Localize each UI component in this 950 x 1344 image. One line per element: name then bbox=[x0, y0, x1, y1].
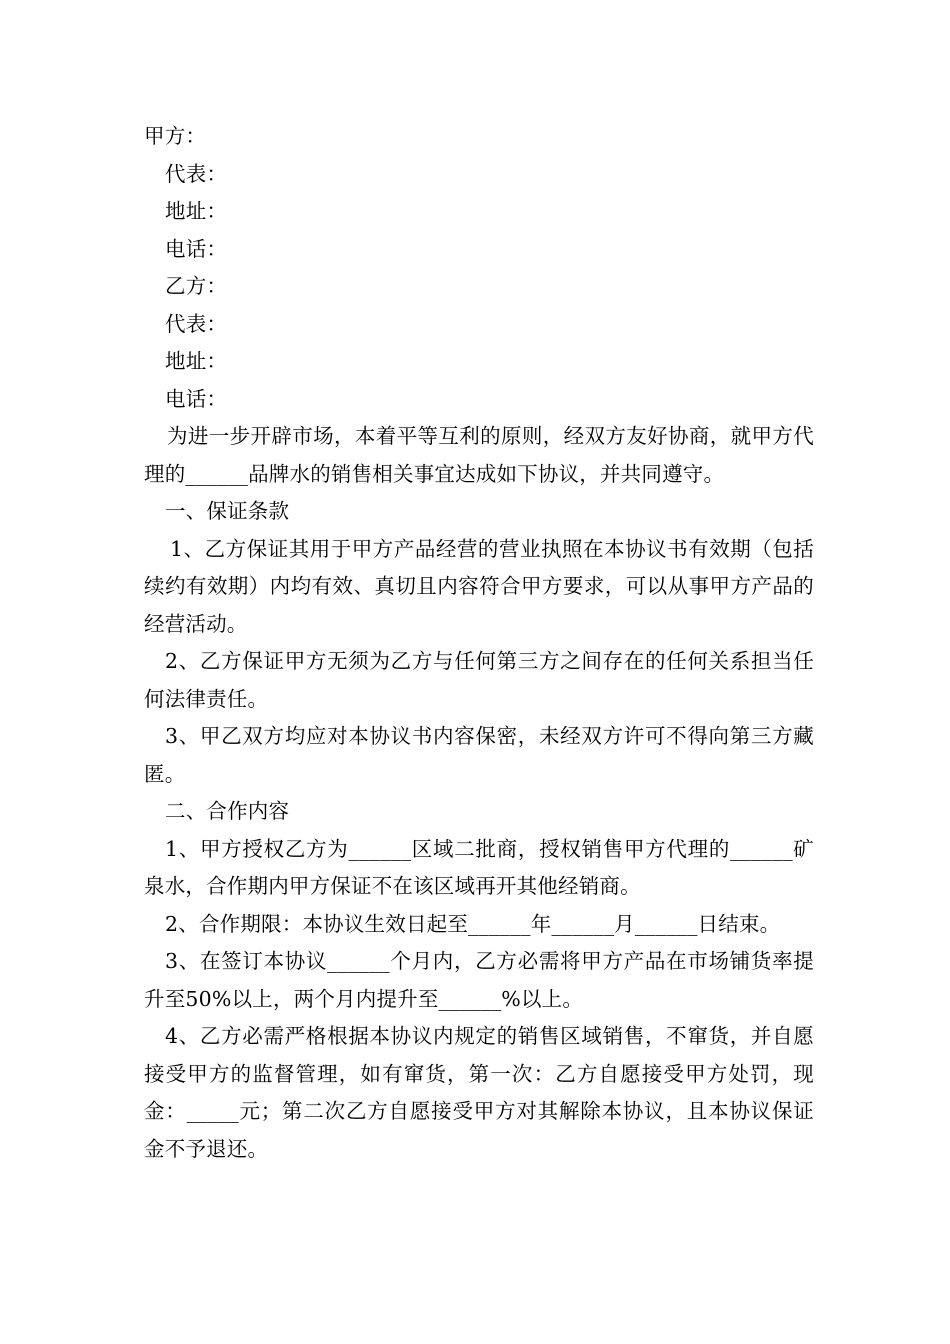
section-heading-guarantee: 一、保证条款 bbox=[165, 499, 290, 523]
party-b-representative: 代表： bbox=[165, 311, 228, 336]
party-a-representative: 代表： bbox=[165, 161, 228, 186]
guarantee-clause-3: 3、甲乙双方均应对本协议书内容保密，未经双方许可不得向第三方藏匿。 bbox=[144, 724, 814, 786]
party-b-address: 地址： bbox=[165, 349, 228, 373]
agreement-body bbox=[144, 118, 814, 1168]
guarantee-clause-1: 1、乙方保证其用于甲方产品经营的营业执照在本协议书有效期（包括续约有效期）内均有效、真切且内容符合甲方要求，可以从事甲方产品的经营活动。 bbox=[144, 536, 814, 636]
cooperation-clause-3: 3、在签订本协议______个月内，乙方必需将甲方产品在市场铺货率提升至50%以上，两个月内提升至______%以上。 bbox=[144, 949, 814, 1011]
party-a-phone: 电话： bbox=[165, 236, 228, 261]
party-a-label: 甲方： bbox=[144, 124, 207, 148]
cooperation-clause-4: 4、乙方必需严格根据本协议内规定的销售区域销售，不窜货，并自愿接受甲方的监督管理，如有窜货，第一次：乙方自愿接受甲方处罚，现金：_____元；第二次乙方自愿接受甲方对其解除本协议，且本协议保证金不予退还。 bbox=[144, 1024, 814, 1161]
party-b-phone: 电话： bbox=[165, 386, 228, 411]
section-heading-cooperation: 二、合作内容 bbox=[165, 799, 290, 823]
party-a-address: 地址： bbox=[165, 199, 228, 223]
party-b-label: 乙方： bbox=[165, 274, 228, 298]
preamble-paragraph: 为进一步开辟市场，本着平等互利的原则，经双方友好协商，就甲方代理的______品牌水的销售相关事宜达成如下协议，并共同遵守。 bbox=[144, 424, 814, 486]
guarantee-clause-2: 2、乙方保证甲方无须为乙方与任何第三方之间存在的任何关系担当任何法律责任。 bbox=[144, 649, 814, 711]
cooperation-clause-1: 1、甲方授权乙方为______区域二批商，授权销售甲方代理的______矿泉水，合作期内甲方保证不在该区域再开其他经销商。 bbox=[144, 836, 814, 898]
cooperation-clause-2: 2、合作期限：本协议生效日起至______年______月______日结束。 bbox=[165, 911, 781, 936]
